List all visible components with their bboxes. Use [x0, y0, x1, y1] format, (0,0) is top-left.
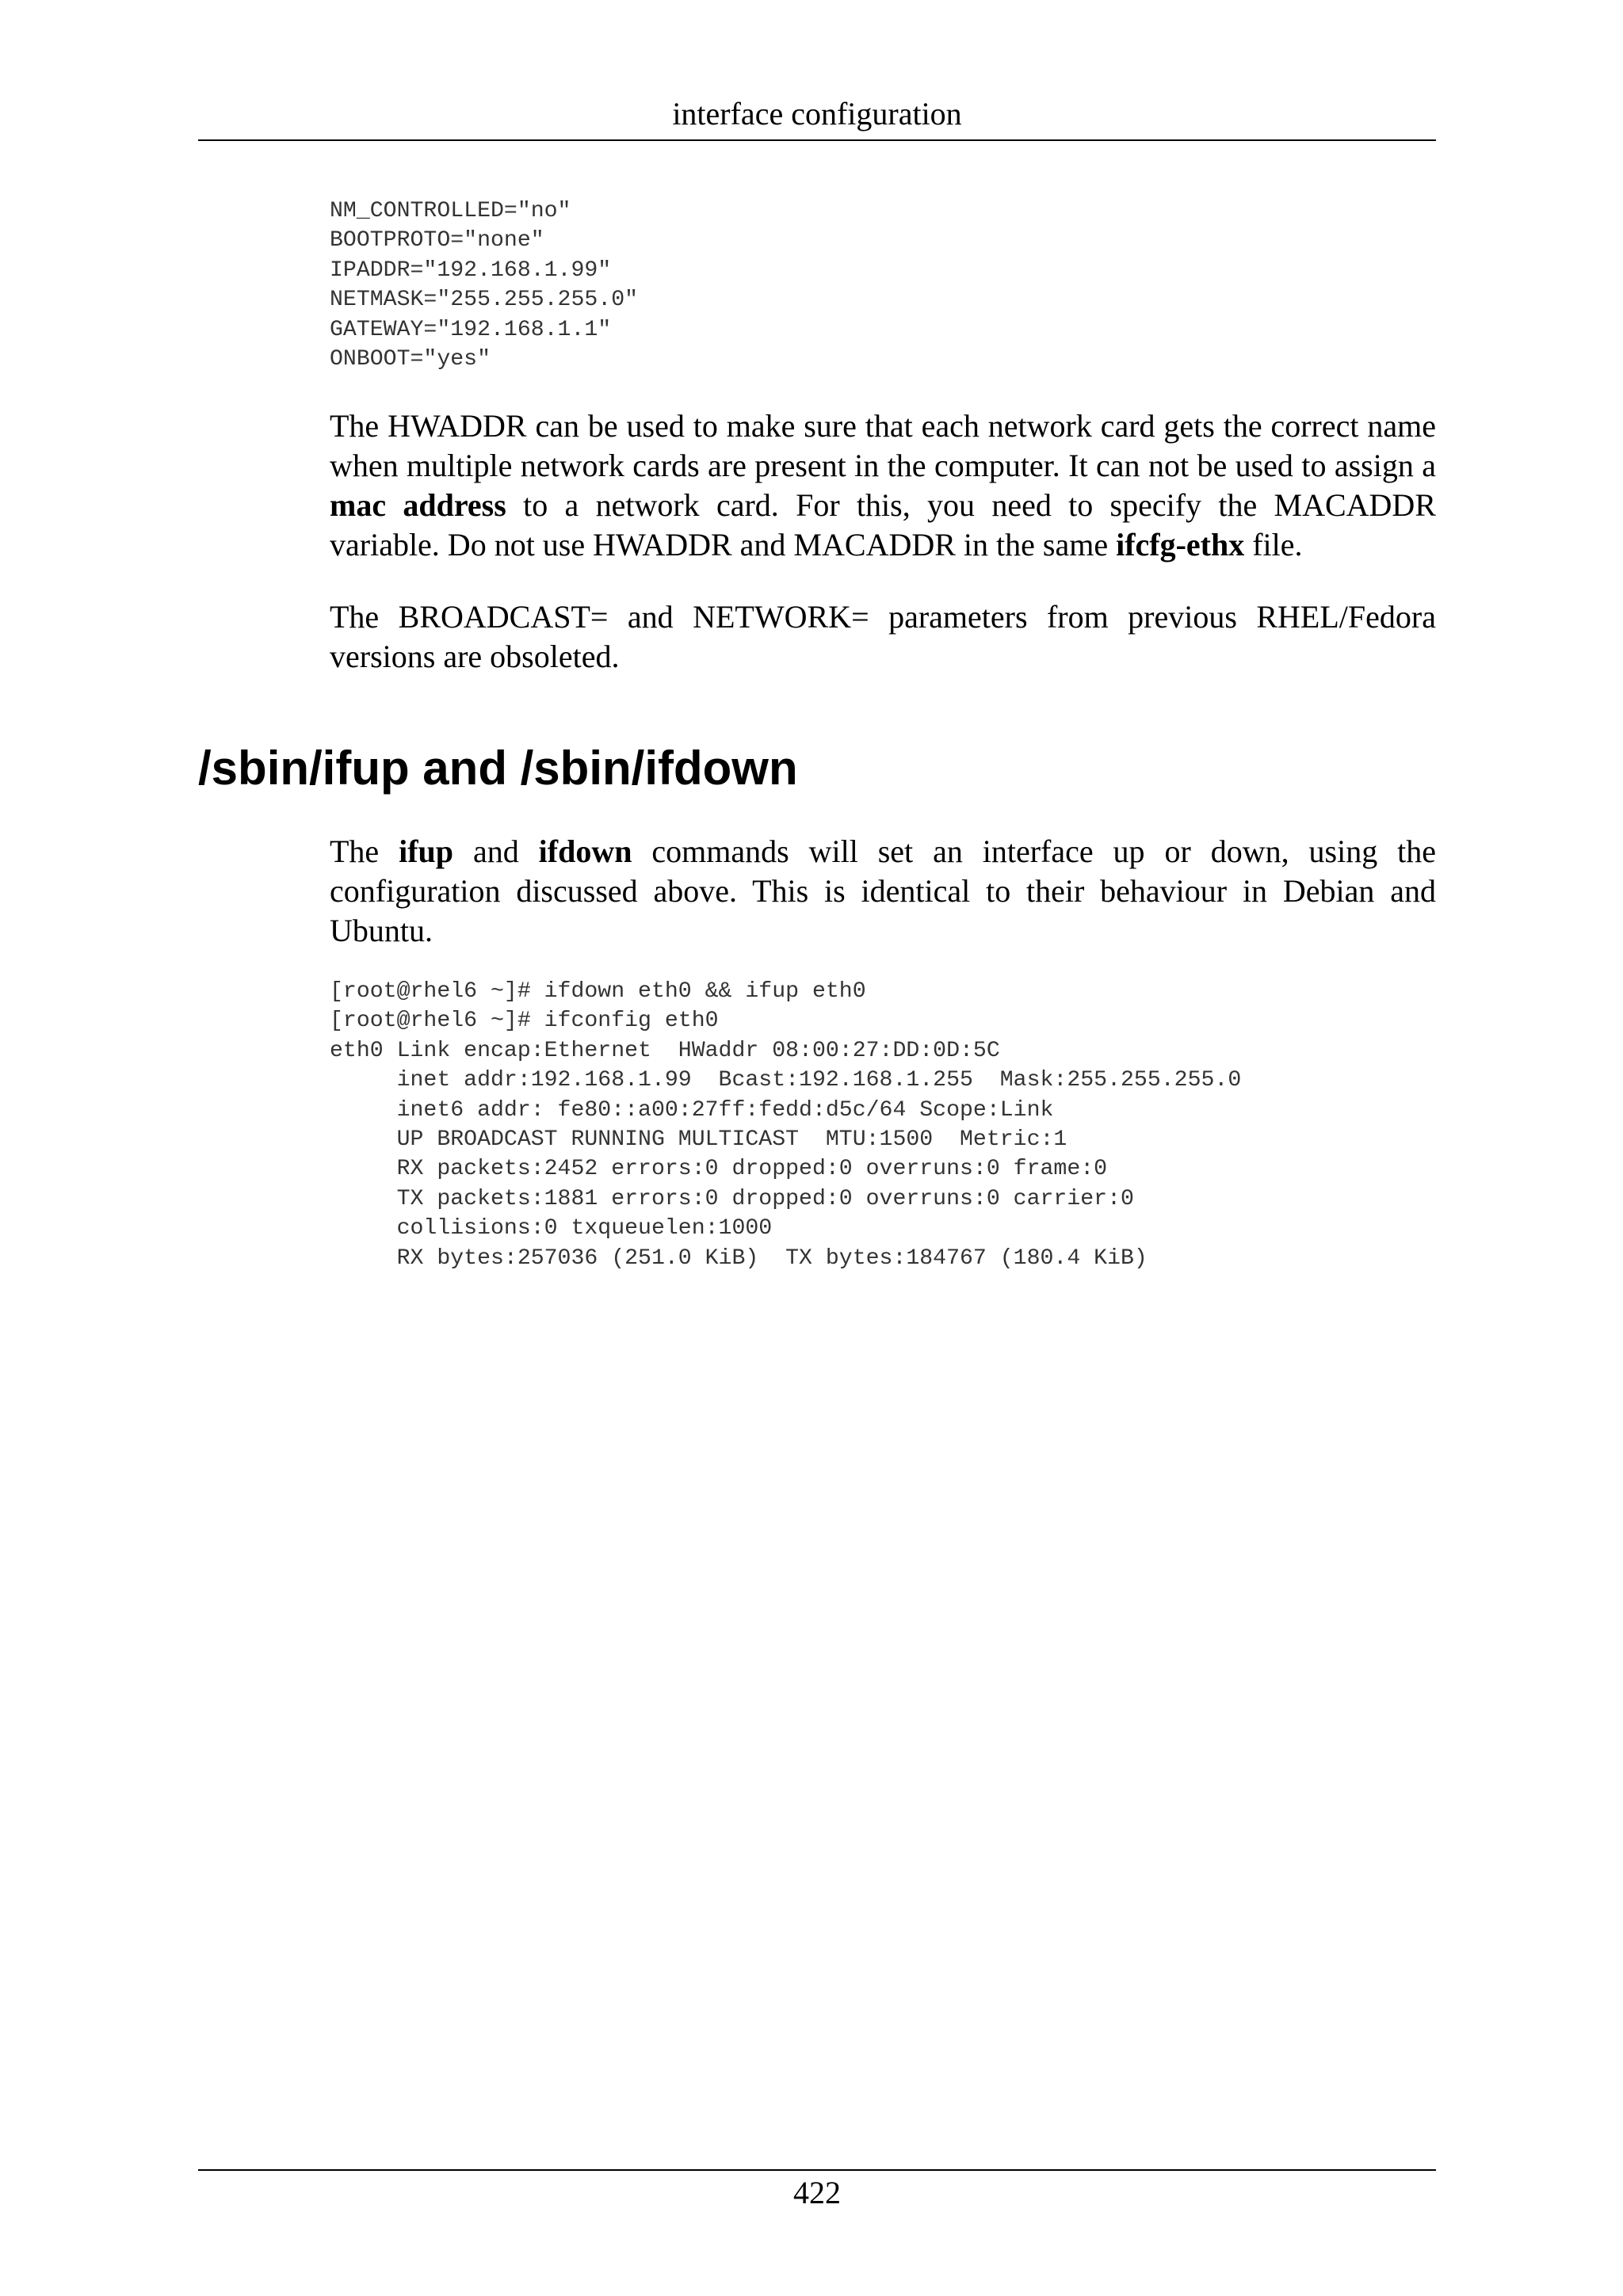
terminal-line: RX bytes:257036 (251.0 KiB) TX bytes:184767 (180.4 KiB) — [330, 1245, 1148, 1271]
config-code-block — [330, 196, 638, 374]
terminal-line: [root@rhel6 ~]# ifconfig eth0 — [330, 1009, 719, 1034]
terminal-line: collisions:0 txqueuelen:1000 — [330, 1216, 773, 1241]
config-line: NM_CONTROLLED="no" — [330, 199, 571, 223]
terminal-code-block — [330, 977, 1241, 1273]
text-run: The HWADDR can be used to make sure that each network card gets the correct name when multiple network cards are present in the computer. It can not be used to assign a — [330, 408, 1436, 483]
bold-term: ifcfg-ethx — [1116, 527, 1245, 563]
header-rule — [198, 139, 1436, 141]
terminal-line: inet addr:192.168.1.99 Bcast:192.168.1.255 Mask:255.255.255.0 — [330, 1068, 1242, 1093]
config-line: BOOTPROTO="none" — [330, 228, 544, 254]
page-number: 422 — [793, 2175, 841, 2210]
broadcast-paragraph: The BROADCAST= and NETWORK= parameters from previous RHEL/Fedora versions are obsoleted. — [330, 599, 1436, 674]
text-run: file. — [1244, 527, 1303, 563]
terminal-line: TX packets:1881 errors:0 dropped:0 overruns:0 carrier:0 — [330, 1186, 1134, 1211]
running-header: interface configuration — [672, 96, 962, 132]
text-run: The — [330, 833, 399, 869]
hwaddr-paragraph — [330, 406, 1436, 565]
terminal-line: inet6 addr: fe80::a00:27ff:fedd:d5c/64 Scope:Link — [330, 1097, 1054, 1123]
bold-term: ifdown — [538, 833, 632, 869]
config-line: GATEWAY="192.168.1.1" — [330, 317, 612, 342]
text-run: and — [453, 833, 539, 869]
terminal-line: RX packets:2452 errors:0 dropped:0 overruns:0 frame:0 — [330, 1157, 1108, 1182]
footer-rule — [198, 2169, 1436, 2171]
terminal-line: eth0 Link encap:Ethernet HWaddr 08:00:27:DD:0D:5C — [330, 1038, 1000, 1063]
bold-term: ifup — [399, 833, 454, 869]
text-run: to a network card. For this, you need to specify the MACADDR variable. Do not use HWADDR and MACADDR in the same — [330, 487, 1437, 563]
terminal-line: UP BROADCAST RUNNING MULTICAST MTU:1500 Metric:1 — [330, 1127, 1067, 1153]
config-line: IPADDR="192.168.1.99" — [330, 257, 612, 283]
section-heading: /sbin/ifup and /sbin/ifdown — [198, 742, 798, 795]
config-line: ONBOOT="yes" — [330, 347, 491, 372]
text-run: commands will set an interface up or down, using the configuration discussed above. This is identical to their behaviour in Debian and Ubuntu. — [330, 833, 1436, 948]
config-line: NETMASK="255.255.255.0" — [330, 288, 639, 313]
terminal-line: [root@rhel6 ~]# ifdown eth0 && ifup eth0 — [330, 979, 866, 1004]
ifup-paragraph — [330, 832, 1436, 951]
bold-term: mac address — [330, 487, 506, 523]
